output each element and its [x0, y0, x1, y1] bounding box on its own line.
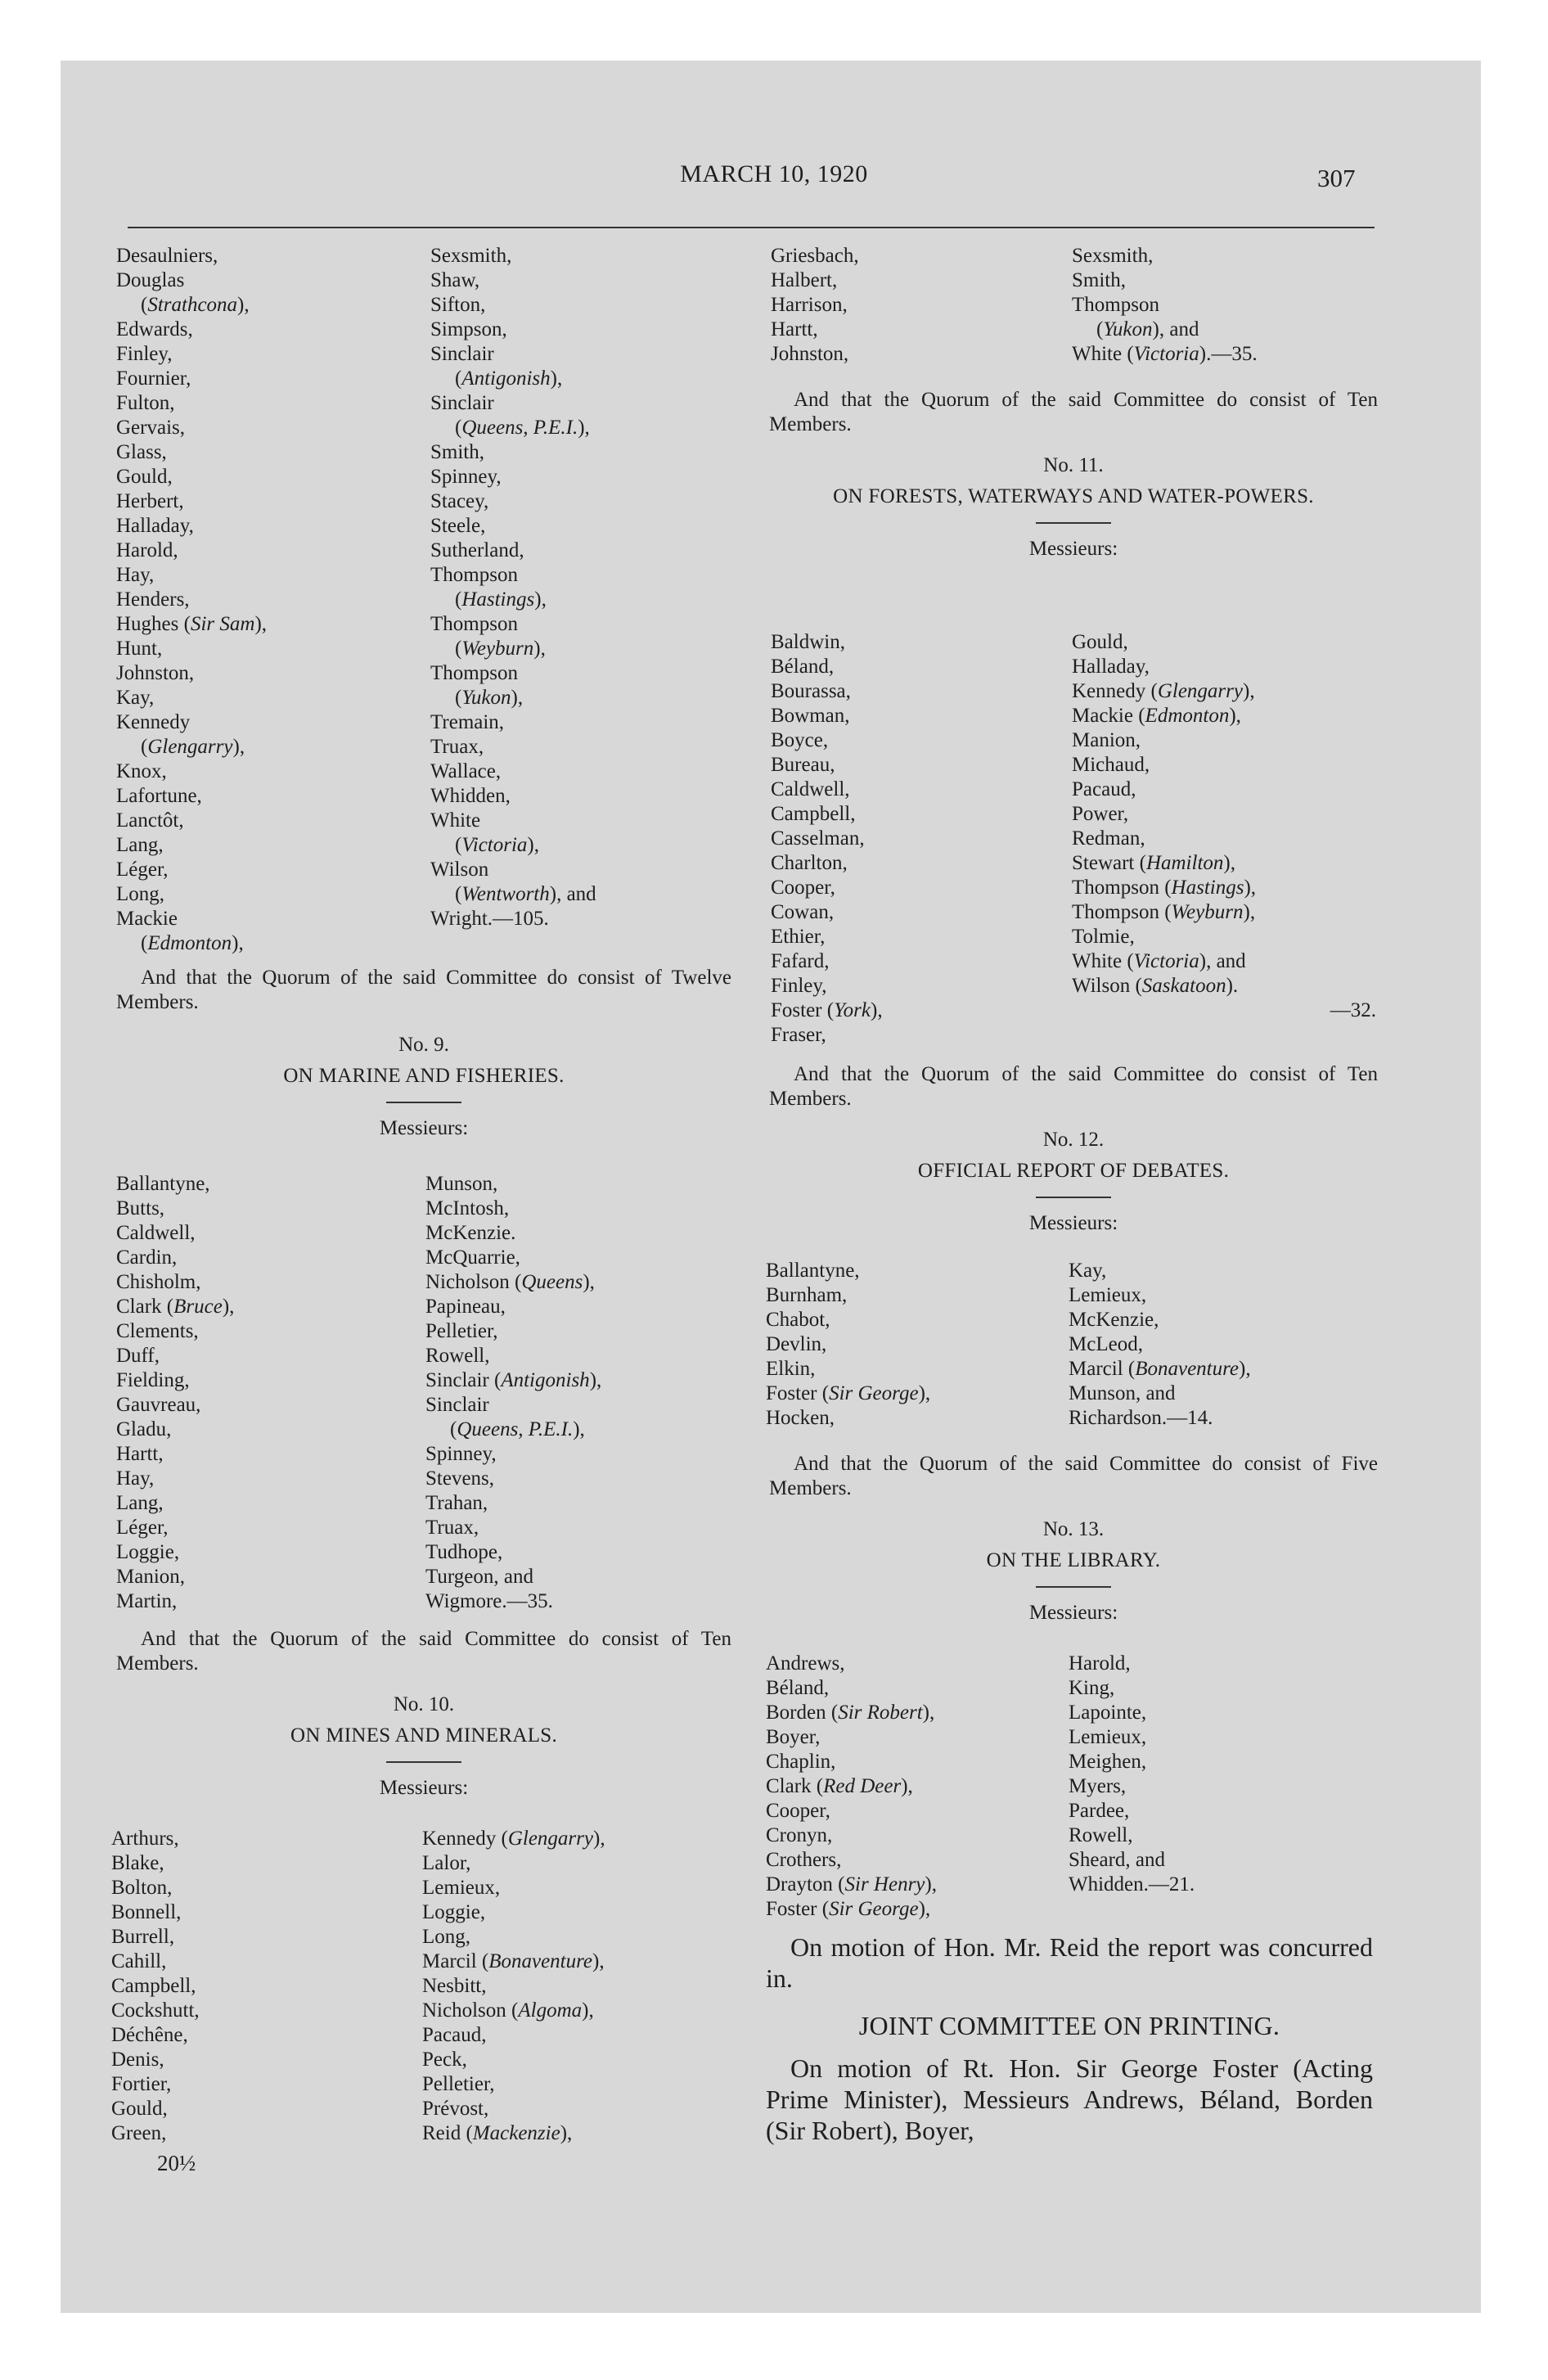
member-name: Glass,: [116, 441, 167, 463]
member-name: Prévost,: [422, 2098, 489, 2120]
member-name: Munson,: [425, 1173, 498, 1195]
member-name: Gould,: [111, 2098, 168, 2120]
page-header-title: MARCH 10, 1920: [680, 160, 868, 187]
motion-joint-committee: On motion of Rt. Hon. Sir George Foster (Acting Prime Minister), Messieurs Andrews, Béland, Borden (Sir Robert), Boyer,: [766, 2053, 1373, 2145]
member-name: Boyce,: [771, 729, 829, 751]
section-rule: [386, 1761, 461, 1763]
member-name: Gauvreau,: [116, 1394, 201, 1416]
member-name: Foster (Sir George),: [766, 1898, 931, 1920]
messieurs-11: Messieurs:: [1028, 538, 1118, 560]
member-name: Steele,: [430, 515, 486, 537]
member-name: Wright.—105.: [430, 908, 549, 930]
member-name: Munson, and: [1069, 1382, 1176, 1404]
member-name: Power,: [1072, 803, 1129, 825]
member-name: Henders,: [116, 588, 190, 611]
member-name: Devlin,: [766, 1333, 827, 1355]
member-name: Spinney,: [425, 1443, 497, 1465]
member-name: (Queens, P.E.I.),: [450, 1418, 585, 1440]
member-name: (Yukon),: [455, 687, 524, 709]
member-name: Cooper,: [771, 877, 835, 899]
member-name: Fournier,: [116, 367, 191, 390]
member-name: Meighen,: [1069, 1751, 1147, 1773]
member-name: White (Victoria).—35.: [1072, 343, 1258, 365]
member-name: Thompson (Weyburn),: [1072, 901, 1256, 923]
member-name: Wilson (Saskatoon).: [1072, 975, 1239, 997]
section-rule: [1036, 1197, 1111, 1198]
member-name: Pacaud,: [1072, 778, 1136, 800]
member-name: Smith,: [1072, 269, 1126, 291]
member-name: McLeod,: [1069, 1333, 1143, 1355]
member-name: Green,: [111, 2122, 167, 2144]
page-number: 307: [1317, 164, 1356, 192]
no-13-label: No. 13.: [1042, 1518, 1105, 1540]
member-name: (Wentworth), and: [455, 883, 596, 905]
member-name: Gladu,: [116, 1418, 172, 1440]
member-name: Whidden,: [430, 785, 511, 807]
member-name: Loggie,: [116, 1541, 180, 1563]
member-name: Campbell,: [771, 803, 856, 825]
member-name: Foster (Sir George),: [766, 1382, 931, 1404]
member-name: McIntosh,: [425, 1197, 510, 1219]
member-name: Cowan,: [771, 901, 835, 923]
member-name: Béland,: [771, 656, 835, 678]
member-name: Duff,: [116, 1345, 160, 1367]
committee-11-title: ON FORESTS, WATERWAYS AND WATER-POWERS.: [833, 485, 1314, 507]
member-name: (Victoria),: [455, 834, 539, 856]
member-name: Lafortune,: [116, 785, 202, 807]
quorum-9: And that the Quorum of the said Committee do consist of Ten Members.: [116, 1628, 731, 1675]
member-name: Tolmie,: [1072, 926, 1135, 948]
committee-12-members-col2: [1069, 1259, 1251, 1431]
member-name: Léger,: [116, 859, 169, 881]
member-name: Clark (Red Deer),: [766, 1775, 913, 1797]
member-name: (Queens, P.E.I.),: [455, 417, 590, 439]
member-name: Sheard, and: [1069, 1849, 1166, 1871]
member-name: Martin,: [116, 1590, 178, 1612]
member-name: Pelletier,: [422, 2073, 495, 2095]
messieurs-10: Messieurs:: [379, 1777, 469, 1799]
member-name: Halladay,: [1072, 656, 1150, 678]
member-name: Lang,: [116, 1492, 164, 1514]
member-name: Fielding,: [116, 1369, 190, 1391]
member-name: Long,: [422, 1926, 471, 1948]
member-name: Elkin,: [766, 1358, 816, 1380]
member-name: Kay,: [1069, 1260, 1107, 1282]
member-name: (Antigonish),: [455, 367, 563, 390]
member-name: Hunt,: [116, 638, 163, 660]
member-name: Lang,: [116, 834, 164, 856]
member-name: Gould,: [116, 466, 173, 488]
member-name: Peck,: [422, 2049, 467, 2071]
member-name: (Weyburn),: [455, 638, 546, 660]
member-name: Truax,: [430, 736, 484, 758]
messieurs-9: Messieurs:: [379, 1117, 469, 1139]
member-name: Sinclair (Antigonish),: [425, 1369, 602, 1391]
member-name: Thompson (Hastings),: [1072, 877, 1257, 899]
member-name: Sifton,: [430, 294, 486, 316]
member-name: Sutherland,: [430, 539, 524, 561]
member-name: Hartt,: [771, 318, 818, 340]
committee-8-members-col2: [430, 244, 596, 931]
member-name: Hughes (Sir Sam),: [116, 613, 268, 635]
member-name: Lalor,: [422, 1852, 471, 1874]
quorum-11: And that the Quorum of the said Committee do consist of Ten Members.: [769, 1063, 1378, 1110]
member-name: Hartt,: [116, 1443, 164, 1465]
right-closing-block: [766, 1931, 1373, 2146]
member-name: Cardin,: [116, 1246, 178, 1269]
member-name: Caldwell,: [771, 778, 850, 800]
member-name: Bonnell,: [111, 1901, 182, 1923]
member-name: Finley,: [116, 343, 173, 365]
committee-12-members-col1: [766, 1259, 930, 1431]
member-name: Truax,: [425, 1517, 479, 1539]
member-name: McQuarrie,: [425, 1246, 520, 1269]
member-name: Sinclair: [430, 343, 494, 365]
member-name: Harrison,: [771, 294, 848, 316]
no-12-label: No. 12.: [1042, 1129, 1105, 1151]
member-name: Manion,: [116, 1566, 186, 1588]
no-10-label: No. 10.: [393, 1693, 455, 1715]
committee-9-members-col1: [116, 1172, 234, 1614]
member-name: Sexsmith,: [430, 245, 512, 267]
member-name: Pacaud,: [422, 2024, 487, 2046]
right-section-block-2: [769, 1062, 1378, 1236]
no-11-label: No. 11.: [1043, 454, 1104, 476]
member-name: Papineau,: [425, 1296, 506, 1318]
member-name: Burrell,: [111, 1926, 175, 1948]
committee-10-title: ON MINES AND MINERALS.: [290, 1724, 558, 1747]
member-name: Shaw,: [430, 269, 480, 291]
member-name: Michaud,: [1072, 754, 1150, 776]
member-name: Edwards,: [116, 318, 193, 340]
member-name: Lanctôt,: [116, 809, 184, 832]
member-name: Mackie (Edmonton),: [1072, 705, 1241, 727]
quorum-12: And that the Quorum of the said Committee do consist of Five Members.: [769, 1453, 1378, 1499]
committee-9-title: ON MARINE AND FISHERIES.: [283, 1065, 565, 1087]
member-name: Rowell,: [425, 1345, 490, 1367]
committee-13-members-col2: [1069, 1652, 1195, 1897]
member-name: Lapointe,: [1069, 1702, 1147, 1724]
member-name: Ballantyne,: [116, 1173, 210, 1195]
member-name: Thompson: [430, 564, 518, 586]
committee-8-members-col1: [116, 244, 267, 956]
member-name: Kennedy (Glengarry),: [422, 1828, 605, 1850]
messieurs-13: Messieurs:: [1028, 1602, 1118, 1624]
quorum-10: And that the Quorum of the said Committee do consist of Ten Members.: [769, 389, 1378, 435]
member-name: Kennedy: [116, 711, 191, 733]
member-name: Thompson: [430, 613, 518, 635]
member-name: King,: [1069, 1677, 1115, 1699]
member-name: Clements,: [116, 1320, 199, 1342]
member-name: Burnham,: [766, 1284, 848, 1306]
messieurs-12: Messieurs:: [1028, 1212, 1118, 1234]
member-name: Denis,: [111, 2049, 164, 2071]
member-name: Pardee,: [1069, 1800, 1130, 1822]
member-name: Herbert,: [116, 490, 184, 512]
member-name: Gervais,: [116, 417, 185, 439]
member-name: Richardson.—14.: [1069, 1407, 1213, 1429]
member-name: —32.: [1330, 999, 1376, 1021]
member-name: Nicholson (Algoma),: [422, 1999, 594, 2022]
member-name: Crothers,: [766, 1849, 842, 1871]
section-rule: [1036, 1586, 1111, 1588]
member-name: Wilson: [430, 859, 489, 881]
quorum-8: And that the Quorum of the said Committee do consist of Twelve Members.: [116, 967, 731, 1013]
member-name: Kay,: [116, 687, 155, 709]
member-name: Griesbach,: [771, 245, 859, 267]
member-name: Casselman,: [771, 827, 865, 850]
member-name: Déchêne,: [111, 2024, 188, 2046]
committee-11-members-col2: [1072, 630, 1376, 1023]
member-name: (Hastings),: [455, 588, 547, 611]
member-name: Thompson: [1072, 294, 1159, 316]
member-name: Johnston,: [771, 343, 849, 365]
member-name: Marcil (Bonaventure),: [422, 1950, 605, 1972]
member-name: Turgeon, and: [425, 1566, 533, 1588]
member-name: Sinclair: [430, 392, 494, 414]
member-name: (Glengarry),: [141, 736, 245, 758]
committee-10-members-col1: [111, 1827, 200, 2146]
member-name: Mackie: [116, 908, 178, 930]
member-name: Bolton,: [111, 1877, 173, 1899]
member-name: Borden (Sir Robert),: [766, 1702, 935, 1724]
member-name: Cahill,: [111, 1950, 167, 1972]
member-name: Baldwin,: [771, 631, 845, 653]
committee-13-title: ON THE LIBRARY.: [986, 1549, 1161, 1571]
member-name: (Edmonton),: [141, 932, 244, 954]
member-name: Reid (Mackenzie),: [422, 2122, 573, 2144]
left-section-block-2: [116, 1627, 731, 1801]
section-rule: [1036, 522, 1111, 524]
member-name: Fulton,: [116, 392, 175, 414]
member-name: Harold,: [116, 539, 178, 561]
member-name: Smith,: [430, 441, 484, 463]
member-name: Cooper,: [766, 1800, 830, 1822]
member-name: Andrews,: [766, 1652, 845, 1675]
member-name: Myers,: [1069, 1775, 1127, 1797]
committee-13-members-col1: [766, 1652, 937, 1922]
member-name: Tudhope,: [425, 1541, 503, 1563]
member-name: Pelletier,: [425, 1320, 498, 1342]
member-name: Cronyn,: [766, 1824, 833, 1846]
member-name: (Yukon), and: [1096, 318, 1199, 340]
member-name: Bureau,: [771, 754, 835, 776]
member-name: Gould,: [1072, 631, 1128, 653]
member-name: Spinney,: [430, 466, 502, 488]
member-name: Marcil (Bonaventure),: [1069, 1358, 1251, 1380]
member-name: Loggie,: [422, 1901, 486, 1923]
member-name: Cockshutt,: [111, 1999, 200, 2022]
member-name: Bowman,: [771, 705, 850, 727]
member-name: Sexsmith,: [1072, 245, 1154, 267]
member-name: Fraser,: [771, 1024, 826, 1046]
signature-mark: 20½: [157, 2151, 196, 2175]
member-name: Hay,: [116, 1467, 155, 1490]
member-name: Chabot,: [766, 1309, 830, 1331]
member-name: Blake,: [111, 1852, 164, 1874]
member-name: Manion,: [1072, 729, 1141, 751]
member-name: Nicholson (Queens),: [425, 1271, 595, 1293]
member-name: Bourassa,: [771, 680, 851, 702]
member-name: Redman,: [1072, 827, 1145, 850]
member-name: Fortier,: [111, 2073, 172, 2095]
member-name: Caldwell,: [116, 1222, 196, 1244]
motion-report-concurred: On motion of Hon. Mr. Reid the report was concurred in.: [766, 1932, 1373, 1993]
member-name: Simpson,: [430, 318, 507, 340]
member-name: Knox,: [116, 760, 167, 782]
member-name: Butts,: [116, 1197, 165, 1219]
member-name: Hay,: [116, 564, 155, 586]
member-name: Wigmore.—35.: [425, 1590, 553, 1612]
committee-12-title: OFFICIAL REPORT OF DEBATES.: [917, 1160, 1230, 1182]
member-name: Léger,: [116, 1517, 169, 1539]
member-name: Rowell,: [1069, 1824, 1133, 1846]
committee-10-members-col2-cont: [1072, 244, 1258, 367]
member-name: McKenzie.: [425, 1222, 516, 1244]
member-name: Campbell,: [111, 1975, 196, 1997]
member-name: White (Victoria), and: [1072, 950, 1246, 972]
member-name: Harold,: [1069, 1652, 1131, 1675]
member-name: Béland,: [766, 1677, 830, 1699]
member-name: Johnston,: [116, 662, 195, 684]
member-name: Clark (Bruce),: [116, 1296, 235, 1318]
header-rule: [128, 227, 1375, 228]
member-name: Stevens,: [425, 1467, 495, 1490]
member-name: Stewart (Hamilton),: [1072, 852, 1235, 874]
section-rule: [386, 1102, 461, 1103]
member-name: Thompson: [430, 662, 518, 684]
member-name: Lemieux,: [422, 1877, 501, 1899]
committee-10-members-col2: [422, 1827, 605, 2146]
member-name: Arthurs,: [111, 1828, 179, 1850]
right-section-block-3: [769, 1452, 1378, 1625]
member-name: (Strathcona),: [141, 294, 250, 316]
member-name: Kennedy (Glengarry),: [1072, 680, 1255, 702]
member-name: White: [430, 809, 481, 832]
member-name: Wallace,: [430, 760, 502, 782]
committee-10-members-col1-cont: [771, 244, 859, 367]
member-name: Finley,: [771, 975, 827, 997]
committee-11-members-col1: [771, 630, 883, 1048]
member-name: Tremain,: [430, 711, 505, 733]
member-name: Chisholm,: [116, 1271, 201, 1293]
member-name: Lemieux,: [1069, 1726, 1147, 1748]
member-name: Fafard,: [771, 950, 830, 972]
member-name: McKenzie,: [1069, 1309, 1159, 1331]
joint-committee-heading: JOINT COMMITTEE ON PRINTING.: [858, 2011, 1280, 2040]
member-name: Nesbitt,: [422, 1975, 487, 1997]
member-name: Stacey,: [430, 490, 489, 512]
member-name: Whidden.—21.: [1069, 1873, 1195, 1895]
committee-9-members-col2: [425, 1172, 601, 1614]
member-name: Halladay,: [116, 515, 194, 537]
member-name: Boyer,: [766, 1726, 821, 1748]
member-name: Long,: [116, 883, 165, 905]
no-9-label: No. 9.: [398, 1034, 449, 1056]
member-name: Charlton,: [771, 852, 848, 874]
member-name: Hocken,: [766, 1407, 835, 1429]
right-section-block: [769, 388, 1378, 561]
left-section-block: [116, 966, 731, 1141]
member-name: Ballantyne,: [766, 1260, 860, 1282]
member-name: Foster (York),: [771, 999, 883, 1021]
member-name: Douglas: [116, 269, 185, 291]
member-name: Halbert,: [771, 269, 838, 291]
member-name: Desaulniers,: [116, 245, 218, 267]
member-name: Trahan,: [425, 1492, 488, 1514]
member-name: Sinclair: [425, 1394, 489, 1416]
member-name: Lemieux,: [1069, 1284, 1147, 1306]
member-name: Drayton (Sir Henry),: [766, 1873, 937, 1895]
member-name: Ethier,: [771, 926, 826, 948]
member-name: Chaplin,: [766, 1751, 836, 1773]
